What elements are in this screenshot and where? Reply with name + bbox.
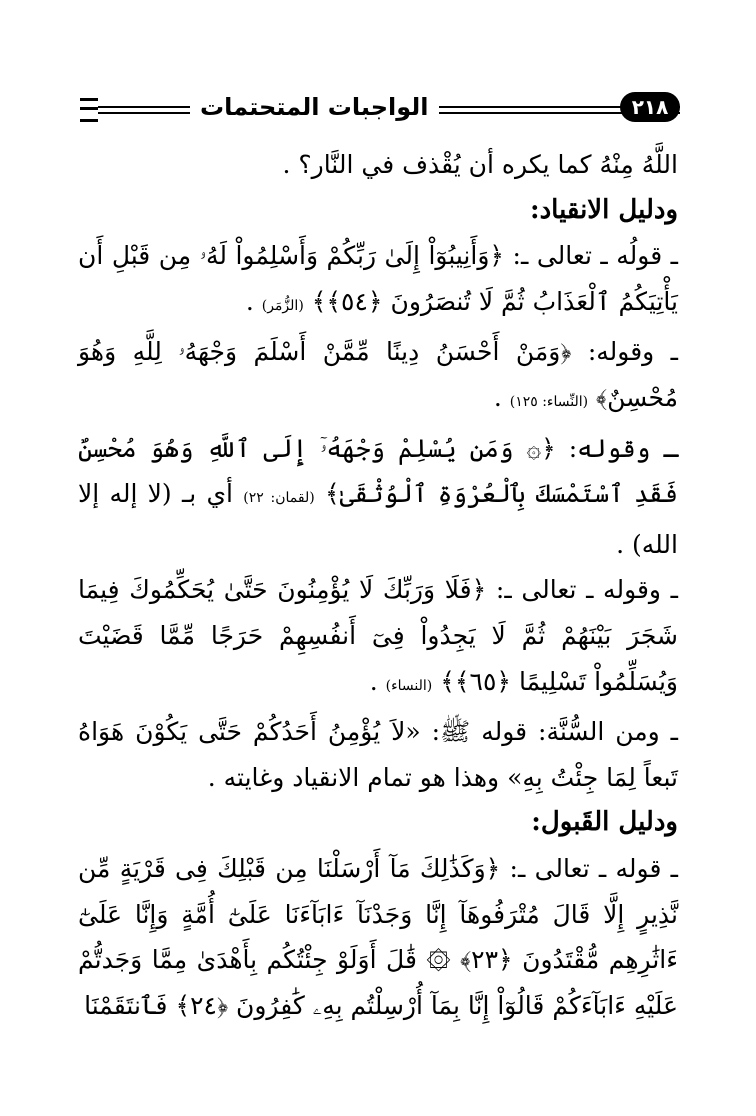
verse-reference: (الزُّمَر)	[261, 297, 304, 314]
running-header	[80, 90, 680, 126]
header-title: الواجبات المتحتمات	[190, 90, 439, 124]
paragraph: ـ وقوله: ﴿وَمَنْ أَحْسَنُ دِينًا مِّمَّنْ أَسْلَمَ وَجْهَهُۥ لِلَّهِ وَهُوَ مُحْسِنٌ﴾ (النِّساء: ١٢٥) .	[78, 337, 678, 412]
verse-reference: (النساء)	[385, 677, 433, 694]
verse-reference: (لقمان: ٢٢)	[243, 490, 315, 507]
paragraph: ـ قولُه ـ تعالى ـ: ﴿وَأَنِيبُوٓاْ إِلَىٰ رَبِّكُمْ وَأَسْلِمُواْ لَهُۥ مِن قَبْلِ أَن يَأْتِيَكُمُ ٱلْعَذَابُ ثُمَّ لَا تُنصَرُونَ ﴿٥٤﴾﴾ (الزُّمَر) .	[78, 241, 678, 316]
page-body	[78, 142, 678, 1028]
paragraph: ـ ومن السُّنَّة: قوله ﷺ: «لاَ يُؤْمِنُ أَحَدُكُمْ حَتَّى يَكُوْنَ هَوَاهُ تَبعاً لِمَا جِئْتُ بِهِ» وهذا هو تمام الانقياد وغايته .	[78, 717, 678, 792]
paragraph: ـ قوله ـ تعالى ـ: ﴿وَكَذَٰلِكَ مَآ أَرْسَلْنَا مِن قَبْلِكَ فِى قَرْيَةٍ مِّن نَّذِيرٍ إِلَّا قَالَ مُتْرَفُوهَآ إِنَّا وَجَدْنَآ ءَابَآءَنَا عَلَىٰٓ أُمَّةٍ وَإِنَّا عَلَىٰٓ ءَاثَٰرِهِم مُّقْتَدُونَ ﴿٢٣﴾ ۞ قَٰلَ أَوَلَوْ جِئْتُكُم بِأَهْدَىٰ مِمَّا وَجَدتُّمْ عَلَيْهِ ءَابَآءَكُمْ قَالُوٓاْ إِنَّا بِمَآ أُرْسِلْتُم بِهِۦ كَٰفِرُونَ ﴿٢٤﴾ فَٱنتَقَمْنَا	[78, 853, 679, 1020]
paragraph: ـ وقوله: ﴿۞ وَمَن يُسْلِمْ وَجْهَهُۥٓ إِلَى ٱللَّهِ وَهُوَ مُحْسِنٌ فَقَدِ ٱسْتَمْسَكَ بِٱلْعُرْوَةِ ٱلْوُثْقَىٰ﴾ (لقمان: ٢٢) أي بـ (لا إله إلا الله) .	[78, 433, 679, 559]
header-ornament	[80, 98, 98, 122]
section-heading: ودليل الانقياد:	[529, 194, 678, 225]
paragraph: اللَّهُ مِنْهُ كما يكره أن يُقْذف في النَّار؟ .	[282, 150, 678, 179]
verse-reference: (النِّساء: ١٢٥)	[509, 393, 589, 410]
page-number: ٢١٨	[620, 92, 680, 122]
section-heading: ودليل القَبول:	[531, 807, 678, 838]
paragraph: ـ وقوله ـ تعالى ـ: ﴿فَلَا وَرَبِّكَ لَا يُؤْمِنُونَ حَتَّىٰ يُحَكِّمُوكَ فِيمَا شَجَرَ بَيْنَهُمْ ثُمَّ لَا يَجِدُواْ فِىٓ أَنفُسِهِمْ حَرَجًا مِّمَّا قَضَيْتَ وَيُسَلِّمُواْ تَسْلِيمًا ﴿٦٥﴾﴾ (النساء) .	[78, 575, 678, 696]
